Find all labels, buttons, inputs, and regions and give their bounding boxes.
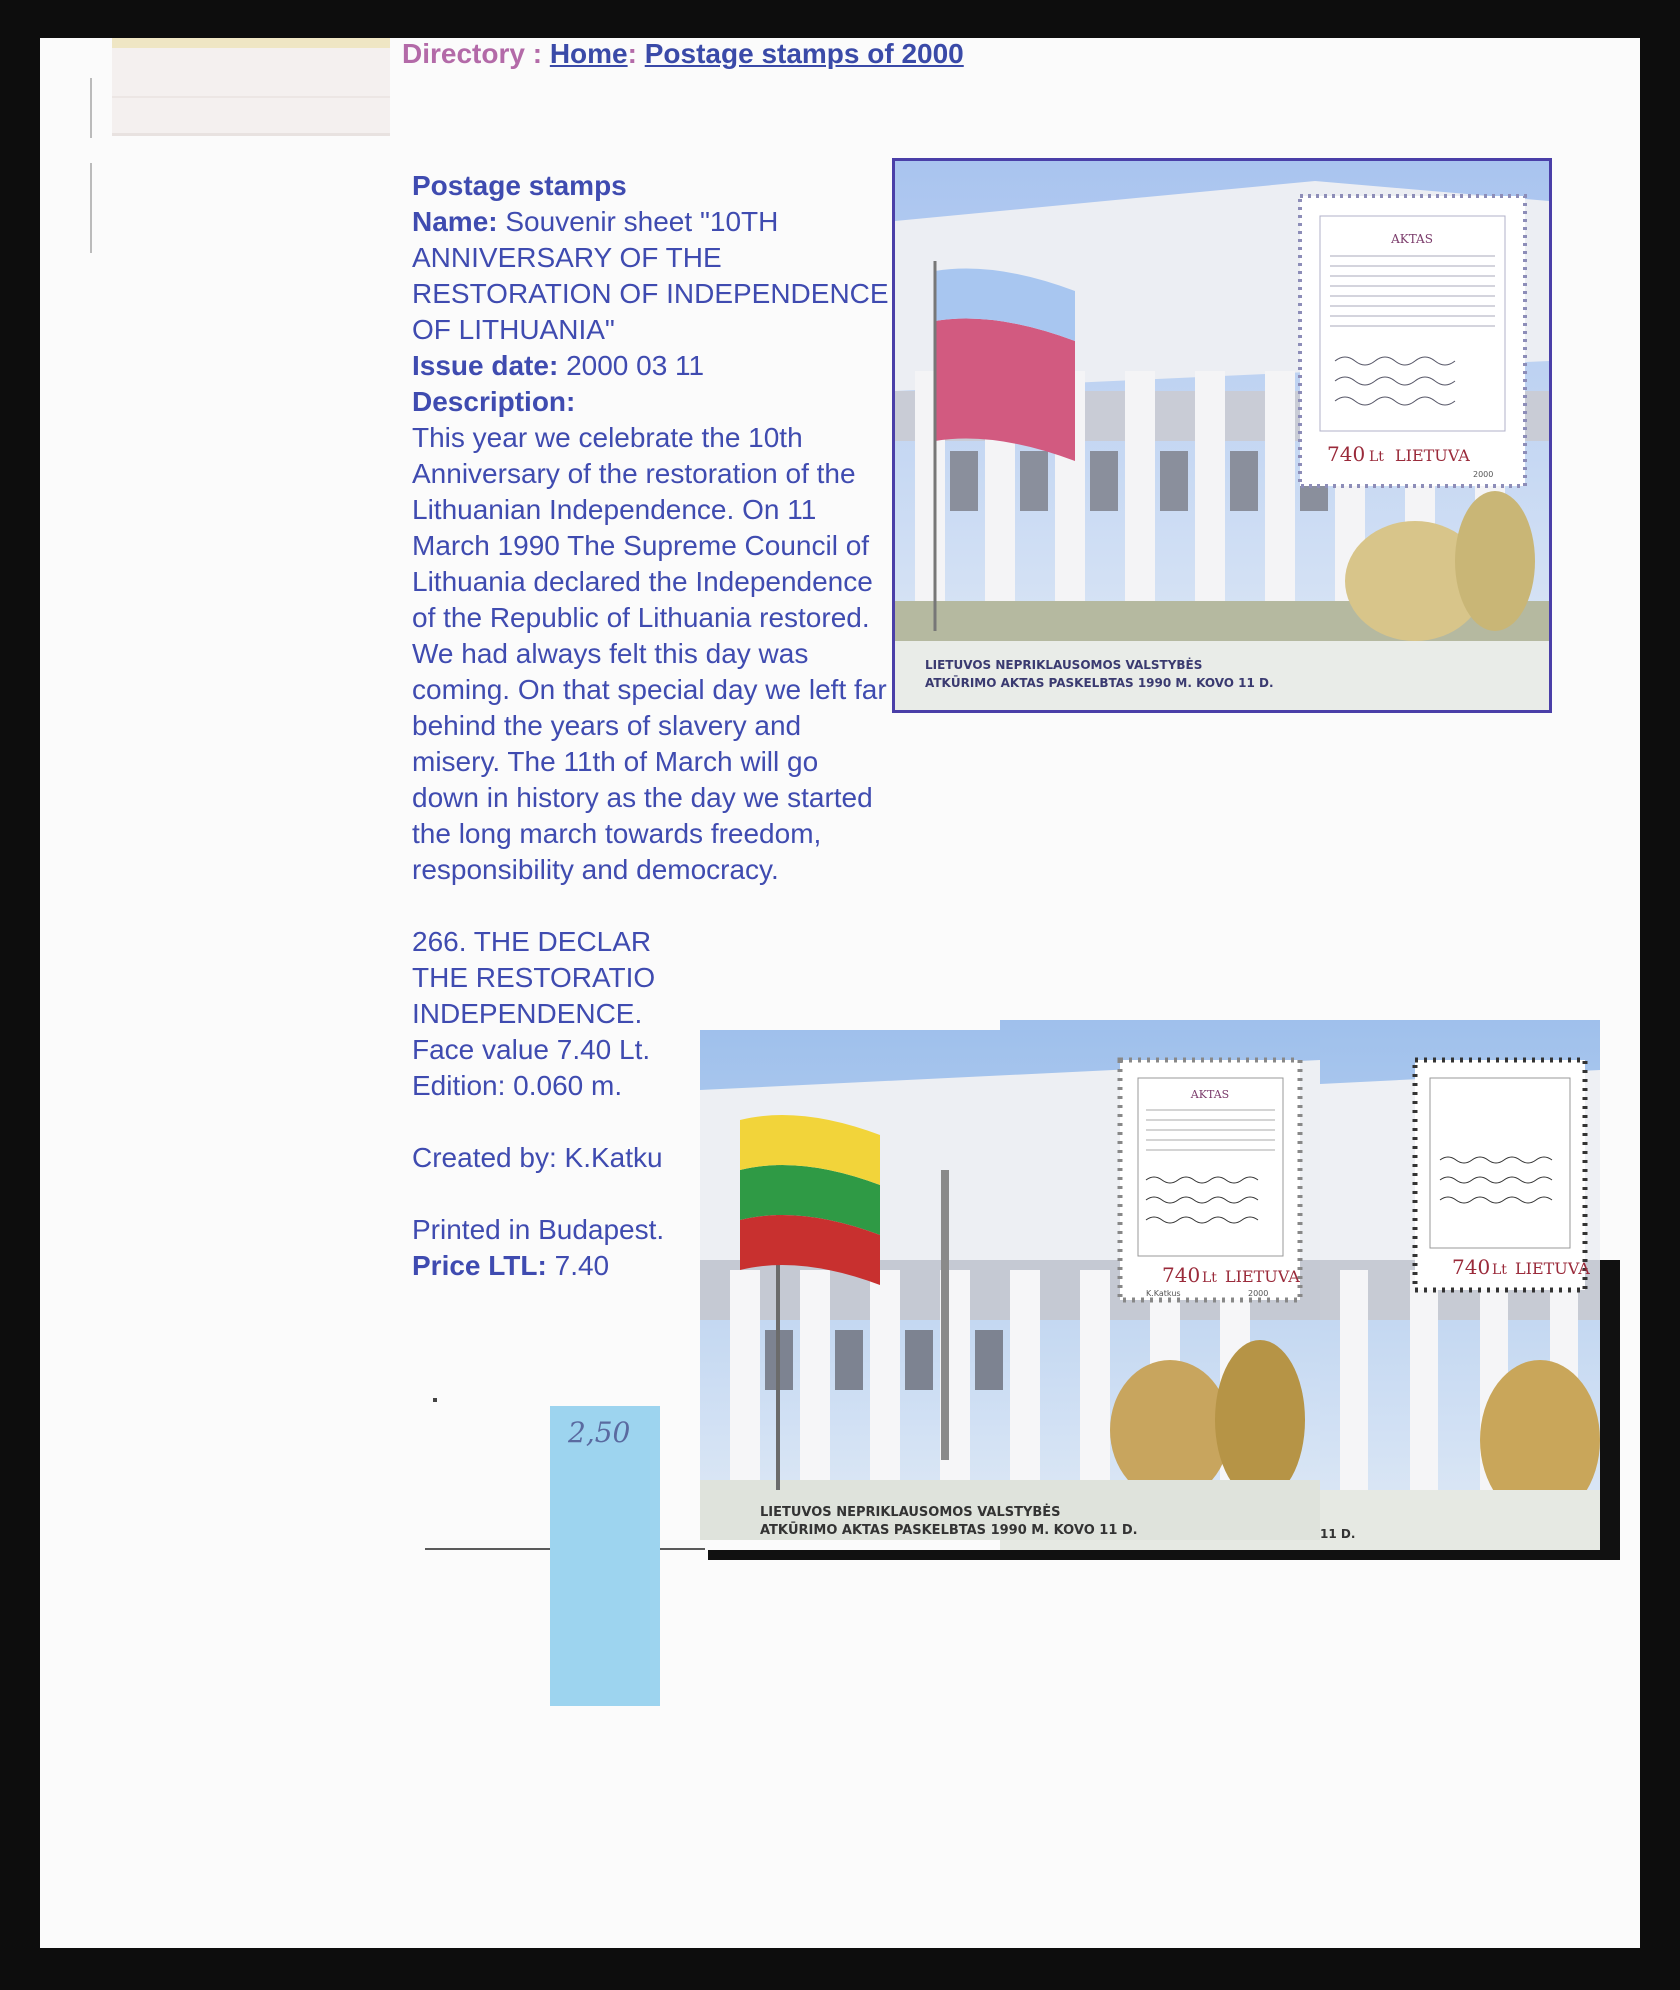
- face-value: Face value 7.40 Lt.: [412, 1034, 651, 1065]
- stamp-title-line-2: THE RESTORATIO: [412, 962, 656, 993]
- edition: Edition: 0.060 m.: [412, 1070, 623, 1101]
- front-stamp-year: 2000: [1248, 1289, 1269, 1298]
- name-label: Name:: [412, 206, 498, 237]
- handwritten-price: 2,50: [568, 1416, 631, 1449]
- price-value: 7.40: [554, 1250, 610, 1281]
- breadcrumb-prefix: Directory :: [402, 38, 543, 69]
- front-stamp-country: LIETUVA: [1225, 1267, 1300, 1286]
- front-souvenir-sheet: [700, 1030, 1320, 1540]
- price-label: Price LTL:: [412, 1250, 547, 1281]
- issue-label: Issue date:: [412, 350, 559, 381]
- stamp-value: 740: [1327, 442, 1366, 466]
- front-stamp-designer: K.Katkus: [1146, 1289, 1181, 1298]
- front-sheet-caption-line-2: ATKŪRIMO AKTAS PASKELBTAS 1990 M. KOVO 11 D.: [760, 1523, 1138, 1538]
- back-stamp-unit: Lt: [1492, 1262, 1507, 1278]
- mounted-souvenir-sheets: [700, 1020, 1620, 1560]
- issue-line: [412, 348, 892, 384]
- sheet-caption-line-1: LIETUVOS NEPRIKLAUSOMOS VALSTYBĖS: [925, 658, 1203, 672]
- issue-value: 2000 03 11: [566, 350, 705, 381]
- breadcrumb-home-link[interactable]: Home: [549, 38, 628, 69]
- stamp-title-line-3: INDEPENDENCE.: [412, 998, 643, 1029]
- price-tag: [550, 1406, 660, 1706]
- breadcrumb-sep: :: [627, 38, 637, 69]
- created-by: Created by: K.Katku: [412, 1142, 663, 1173]
- stamp-unit: Lt: [1369, 449, 1384, 465]
- breadcrumb: [402, 38, 964, 70]
- stamp-doc-title: AKTAS: [1391, 232, 1433, 246]
- margin-mark: [90, 163, 92, 253]
- name-line: [412, 204, 892, 348]
- margin-mark: [90, 78, 92, 138]
- dot-mark: [433, 1398, 437, 1402]
- description-label: Description:: [412, 386, 576, 417]
- album-page: [40, 38, 1640, 1948]
- front-stamp-value: 740: [1162, 1263, 1201, 1287]
- header-bar: [112, 38, 390, 136]
- breadcrumb-current-link[interactable]: Postage stamps of 2000: [644, 38, 964, 69]
- description-paragraph-2: We had always felt this day was coming. On that special day we left far behind the years of slavery and misery. The 11th of March will go down in history as the day we started the long march towards freedom, responsibility and democracy.: [412, 638, 887, 885]
- sheet-caption-line-2: ATKŪRIMO AKTAS PASKELBTAS 1990 M. KOVO 11 D.: [925, 676, 1274, 690]
- front-stamp-doc-title: AKTAS: [1190, 1088, 1230, 1101]
- printed-in: Printed in Budapest.: [412, 1214, 665, 1245]
- stamp-year: 2000: [1473, 470, 1494, 479]
- back-sheet-caption: 11 D.: [1320, 1527, 1356, 1541]
- section-title: Postage stamps: [412, 170, 627, 201]
- back-stamp-value: 740: [1452, 1255, 1491, 1279]
- front-sheet-caption-line-1: LIETUVOS NEPRIKLAUSOMOS VALSTYBĖS: [760, 1505, 1061, 1520]
- front-stamp-unit: Lt: [1202, 1270, 1217, 1286]
- souvenir-sheet-image: [892, 158, 1552, 713]
- name-value: Souvenir sheet "10TH ANNIVERSARY OF THE RESTORATION OF INDEPENDENCE OF LITHUANIA": [412, 206, 889, 345]
- stamp-title-line-1: 266. THE DECLAR: [412, 926, 652, 957]
- back-stamp-country: LIETUVA: [1515, 1259, 1590, 1278]
- stamp-country: LIETUVA: [1395, 446, 1470, 465]
- description-paragraph-1: This year we celebrate the 10th Anniversary of the restoration of the Lithuanian Independence. On 11 March 1990 The Supreme Council of Lithuania declared the Independence of the Republic of Lithuania restored.: [412, 422, 873, 633]
